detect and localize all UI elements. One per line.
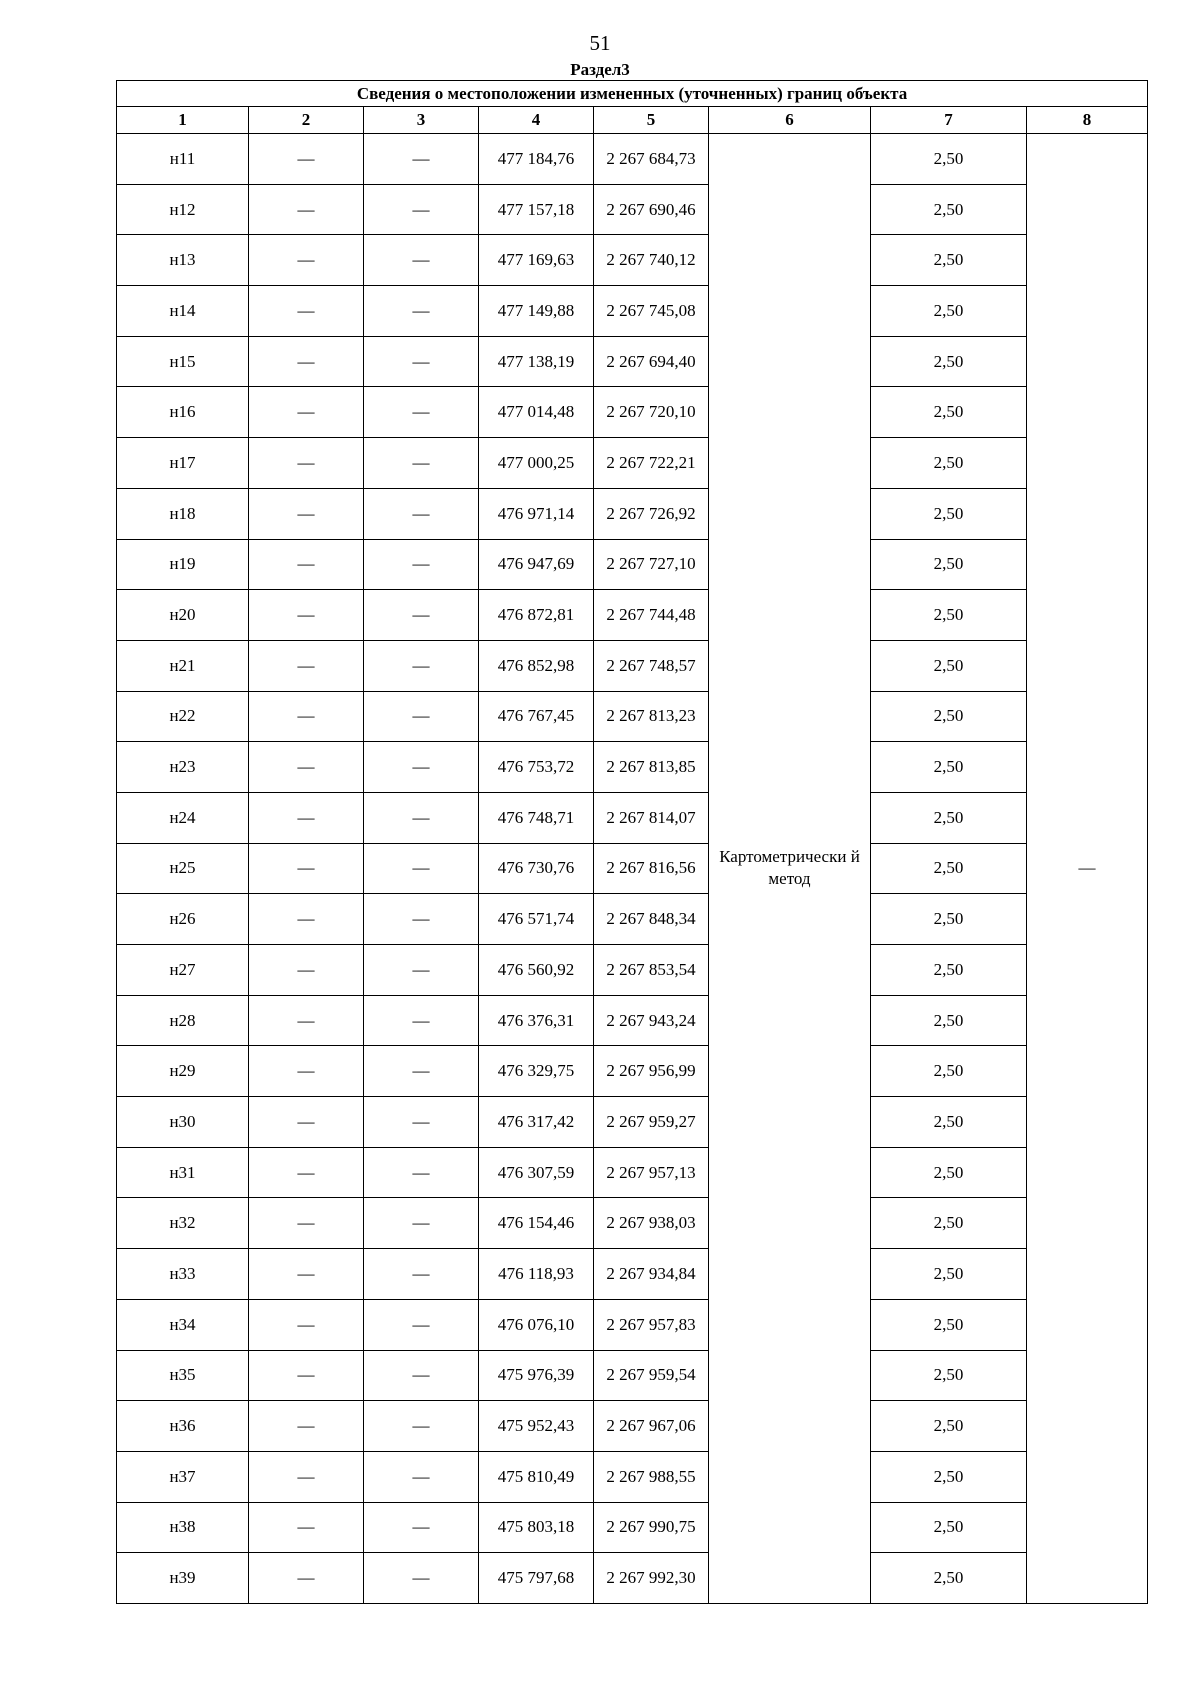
empty-x-cell: — xyxy=(249,1401,364,1452)
empty-x-cell: — xyxy=(249,1553,364,1604)
coordinate-y: 2 267 748,57 xyxy=(594,640,709,691)
column-header-7: 7 xyxy=(871,107,1027,134)
empty-y-cell: — xyxy=(364,235,479,286)
table-row xyxy=(117,1401,1148,1452)
coordinate-x: 477 014,48 xyxy=(479,387,594,438)
coordinate-y: 2 267 988,55 xyxy=(594,1451,709,1502)
coordinate-y: 2 267 744,48 xyxy=(594,590,709,641)
point-label: н12 xyxy=(117,184,249,235)
empty-y-cell: — xyxy=(364,286,479,337)
empty-y-cell: — xyxy=(364,1147,479,1198)
empty-x-cell: — xyxy=(249,1097,364,1148)
column-header-4: 4 xyxy=(479,107,594,134)
empty-y-cell: — xyxy=(364,995,479,1046)
empty-x-cell: — xyxy=(249,590,364,641)
table-row xyxy=(117,843,1148,894)
coordinate-x: 476 571,74 xyxy=(479,894,594,945)
coordinate-y: 2 267 943,24 xyxy=(594,995,709,1046)
page-number: 51 xyxy=(589,31,611,55)
coordinate-x: 475 803,18 xyxy=(479,1502,594,1553)
table-row xyxy=(117,1451,1148,1502)
coordinate-x: 476 076,10 xyxy=(479,1299,594,1350)
precision-value: 2,50 xyxy=(871,387,1027,438)
empty-y-cell: — xyxy=(364,336,479,387)
point-label: н32 xyxy=(117,1198,249,1249)
empty-x-cell: — xyxy=(249,539,364,590)
table-row xyxy=(117,1502,1148,1553)
empty-y-cell: — xyxy=(364,1046,479,1097)
column-header-8: 8 xyxy=(1027,107,1148,134)
table-row xyxy=(117,184,1148,235)
table-row xyxy=(117,1350,1148,1401)
coordinate-y: 2 267 959,54 xyxy=(594,1350,709,1401)
section-title: Раздел3 xyxy=(570,60,630,79)
precision-value: 2,50 xyxy=(871,995,1027,1046)
coordinate-x: 476 329,75 xyxy=(479,1046,594,1097)
point-label: н14 xyxy=(117,286,249,337)
empty-y-cell: — xyxy=(364,134,479,185)
empty-x-cell: — xyxy=(249,742,364,793)
precision-value: 2,50 xyxy=(871,539,1027,590)
coordinate-x: 477 138,19 xyxy=(479,336,594,387)
table-row xyxy=(117,539,1148,590)
coordinate-x: 477 157,18 xyxy=(479,184,594,235)
coordinate-y: 2 267 816,56 xyxy=(594,843,709,894)
empty-y-cell: — xyxy=(364,691,479,742)
coordinate-x: 476 852,98 xyxy=(479,640,594,691)
point-label: н15 xyxy=(117,336,249,387)
empty-x-cell: — xyxy=(249,235,364,286)
coordinate-x: 476 560,92 xyxy=(479,945,594,996)
precision-value: 2,50 xyxy=(871,184,1027,235)
table-row xyxy=(117,1147,1148,1198)
table-row xyxy=(117,742,1148,793)
empty-y-cell: — xyxy=(364,894,479,945)
precision-value: 2,50 xyxy=(871,1502,1027,1553)
precision-value: 2,50 xyxy=(871,843,1027,894)
coordinate-y: 2 267 957,83 xyxy=(594,1299,709,1350)
coordinate-y: 2 267 957,13 xyxy=(594,1147,709,1198)
precision-value: 2,50 xyxy=(871,134,1027,185)
coordinate-x: 476 307,59 xyxy=(479,1147,594,1198)
precision-value: 2,50 xyxy=(871,235,1027,286)
empty-x-cell: — xyxy=(249,995,364,1046)
coordinate-x: 476 971,14 xyxy=(479,488,594,539)
table-row xyxy=(117,1249,1148,1300)
coordinate-y: 2 267 690,46 xyxy=(594,184,709,235)
empty-y-cell: — xyxy=(364,438,479,489)
table-row xyxy=(117,1046,1148,1097)
point-label: н17 xyxy=(117,438,249,489)
coordinate-x: 476 872,81 xyxy=(479,590,594,641)
table-row xyxy=(117,1553,1148,1604)
precision-value: 2,50 xyxy=(871,1046,1027,1097)
empty-x-cell: — xyxy=(249,640,364,691)
coordinate-x: 476 118,93 xyxy=(479,1249,594,1300)
point-label: н16 xyxy=(117,387,249,438)
coordinate-y: 2 267 726,92 xyxy=(594,488,709,539)
empty-x-cell: — xyxy=(249,134,364,185)
empty-y-cell: — xyxy=(364,640,479,691)
empty-x-cell: — xyxy=(249,1350,364,1401)
coordinate-y: 2 267 745,08 xyxy=(594,286,709,337)
precision-value: 2,50 xyxy=(871,742,1027,793)
coordinate-y: 2 267 848,34 xyxy=(594,894,709,945)
point-label: н34 xyxy=(117,1299,249,1350)
empty-y-cell: — xyxy=(364,1097,479,1148)
table-row xyxy=(117,387,1148,438)
table-row xyxy=(117,336,1148,387)
column-header-3: 3 xyxy=(364,107,479,134)
coordinate-x: 477 000,25 xyxy=(479,438,594,489)
empty-x-cell: — xyxy=(249,843,364,894)
empty-x-cell: — xyxy=(249,1299,364,1350)
precision-value: 2,50 xyxy=(871,640,1027,691)
method-cell: Картометрически й метод xyxy=(709,134,871,1604)
table-row xyxy=(117,995,1148,1046)
coordinate-y: 2 267 814,07 xyxy=(594,792,709,843)
table-caption: Сведения о местоположении измененных (уточненных) границ объекта xyxy=(117,81,1148,107)
coordinate-y: 2 267 720,10 xyxy=(594,387,709,438)
coordinate-x: 475 797,68 xyxy=(479,1553,594,1604)
point-label: н27 xyxy=(117,945,249,996)
coordinate-y: 2 267 990,75 xyxy=(594,1502,709,1553)
empty-x-cell: — xyxy=(249,438,364,489)
coordinate-y: 2 267 813,85 xyxy=(594,742,709,793)
coordinate-x: 476 154,46 xyxy=(479,1198,594,1249)
empty-y-cell: — xyxy=(364,792,479,843)
empty-x-cell: — xyxy=(249,792,364,843)
coordinate-x: 475 952,43 xyxy=(479,1401,594,1452)
coordinate-x: 476 753,72 xyxy=(479,742,594,793)
point-label: н24 xyxy=(117,792,249,843)
precision-value: 2,50 xyxy=(871,488,1027,539)
table-row xyxy=(117,286,1148,337)
precision-value: 2,50 xyxy=(871,1299,1027,1350)
empty-y-cell: — xyxy=(364,1350,479,1401)
table-row xyxy=(117,1198,1148,1249)
coordinate-y: 2 267 740,12 xyxy=(594,235,709,286)
empty-x-cell: — xyxy=(249,336,364,387)
empty-y-cell: — xyxy=(364,1451,479,1502)
coordinate-x: 477 149,88 xyxy=(479,286,594,337)
point-label: н33 xyxy=(117,1249,249,1300)
precision-value: 2,50 xyxy=(871,286,1027,337)
empty-y-cell: — xyxy=(364,945,479,996)
point-label: н38 xyxy=(117,1502,249,1553)
point-label: н19 xyxy=(117,539,249,590)
precision-value: 2,50 xyxy=(871,1350,1027,1401)
table-row xyxy=(117,691,1148,742)
point-label: н30 xyxy=(117,1097,249,1148)
point-label: н26 xyxy=(117,894,249,945)
point-label: н11 xyxy=(117,134,249,185)
table-row xyxy=(117,945,1148,996)
point-label: н23 xyxy=(117,742,249,793)
boundary-coordinates-table xyxy=(116,80,1148,1604)
empty-x-cell: — xyxy=(249,286,364,337)
empty-y-cell: — xyxy=(364,1299,479,1350)
table-row xyxy=(117,134,1148,185)
point-label: н25 xyxy=(117,843,249,894)
empty-x-cell: — xyxy=(249,691,364,742)
empty-x-cell: — xyxy=(249,1249,364,1300)
empty-y-cell: — xyxy=(364,1198,479,1249)
coordinate-y: 2 267 813,23 xyxy=(594,691,709,742)
precision-value: 2,50 xyxy=(871,1401,1027,1452)
column-header-2: 2 xyxy=(249,107,364,134)
coordinate-y: 2 267 684,73 xyxy=(594,134,709,185)
coordinate-x: 476 730,76 xyxy=(479,843,594,894)
column-header-1: 1 xyxy=(117,107,249,134)
table-row xyxy=(117,1097,1148,1148)
column-header-6: 6 xyxy=(709,107,871,134)
empty-y-cell: — xyxy=(364,1553,479,1604)
precision-value: 2,50 xyxy=(871,336,1027,387)
empty-y-cell: — xyxy=(364,184,479,235)
coordinate-x: 475 810,49 xyxy=(479,1451,594,1502)
table-row xyxy=(117,590,1148,641)
coordinate-y: 2 267 694,40 xyxy=(594,336,709,387)
table-row xyxy=(117,640,1148,691)
table-row xyxy=(117,235,1148,286)
empty-y-cell: — xyxy=(364,488,479,539)
precision-value: 2,50 xyxy=(871,590,1027,641)
precision-value: 2,50 xyxy=(871,438,1027,489)
point-label: н21 xyxy=(117,640,249,691)
empty-y-cell: — xyxy=(364,843,479,894)
point-label: н22 xyxy=(117,691,249,742)
column-8-cell: — xyxy=(1027,134,1148,1604)
coordinate-x: 477 184,76 xyxy=(479,134,594,185)
point-label: н13 xyxy=(117,235,249,286)
empty-y-cell: — xyxy=(364,1249,479,1300)
point-label: н18 xyxy=(117,488,249,539)
empty-y-cell: — xyxy=(364,539,479,590)
empty-x-cell: — xyxy=(249,184,364,235)
empty-x-cell: — xyxy=(249,894,364,945)
precision-value: 2,50 xyxy=(871,792,1027,843)
coordinate-x: 476 947,69 xyxy=(479,539,594,590)
table-row xyxy=(117,1299,1148,1350)
coordinate-y: 2 267 853,54 xyxy=(594,945,709,996)
table-row xyxy=(117,792,1148,843)
coordinate-y: 2 267 992,30 xyxy=(594,1553,709,1604)
precision-value: 2,50 xyxy=(871,1451,1027,1502)
coordinate-y: 2 267 938,03 xyxy=(594,1198,709,1249)
empty-x-cell: — xyxy=(249,1198,364,1249)
point-label: н31 xyxy=(117,1147,249,1198)
coordinate-x: 475 976,39 xyxy=(479,1350,594,1401)
coordinate-x: 476 767,45 xyxy=(479,691,594,742)
empty-x-cell: — xyxy=(249,1502,364,1553)
point-label: н36 xyxy=(117,1401,249,1452)
precision-value: 2,50 xyxy=(871,894,1027,945)
point-label: н35 xyxy=(117,1350,249,1401)
point-label: н20 xyxy=(117,590,249,641)
empty-y-cell: — xyxy=(364,1502,479,1553)
coordinate-y: 2 267 956,99 xyxy=(594,1046,709,1097)
empty-x-cell: — xyxy=(249,1451,364,1502)
precision-value: 2,50 xyxy=(871,945,1027,996)
empty-y-cell: — xyxy=(364,590,479,641)
column-header-5: 5 xyxy=(594,107,709,134)
coordinate-y: 2 267 722,21 xyxy=(594,438,709,489)
precision-value: 2,50 xyxy=(871,1097,1027,1148)
empty-y-cell: — xyxy=(364,1401,479,1452)
coordinate-y: 2 267 727,10 xyxy=(594,539,709,590)
precision-value: 2,50 xyxy=(871,1147,1027,1198)
precision-value: 2,50 xyxy=(871,1198,1027,1249)
table-row xyxy=(117,438,1148,489)
coordinate-x: 476 376,31 xyxy=(479,995,594,1046)
point-label: н29 xyxy=(117,1046,249,1097)
coordinate-x: 476 317,42 xyxy=(479,1097,594,1148)
empty-x-cell: — xyxy=(249,945,364,996)
coordinate-y: 2 267 967,06 xyxy=(594,1401,709,1452)
point-label: н37 xyxy=(117,1451,249,1502)
empty-x-cell: — xyxy=(249,387,364,438)
precision-value: 2,50 xyxy=(871,1553,1027,1604)
empty-y-cell: — xyxy=(364,387,479,438)
empty-y-cell: — xyxy=(364,742,479,793)
precision-value: 2,50 xyxy=(871,1249,1027,1300)
empty-x-cell: — xyxy=(249,488,364,539)
table-row xyxy=(117,894,1148,945)
table-row xyxy=(117,488,1148,539)
empty-x-cell: — xyxy=(249,1046,364,1097)
coordinate-y: 2 267 934,84 xyxy=(594,1249,709,1300)
point-label: н39 xyxy=(117,1553,249,1604)
coordinate-x: 476 748,71 xyxy=(479,792,594,843)
point-label: н28 xyxy=(117,995,249,1046)
empty-x-cell: — xyxy=(249,1147,364,1198)
coordinate-y: 2 267 959,27 xyxy=(594,1097,709,1148)
precision-value: 2,50 xyxy=(871,691,1027,742)
coordinate-x: 477 169,63 xyxy=(479,235,594,286)
